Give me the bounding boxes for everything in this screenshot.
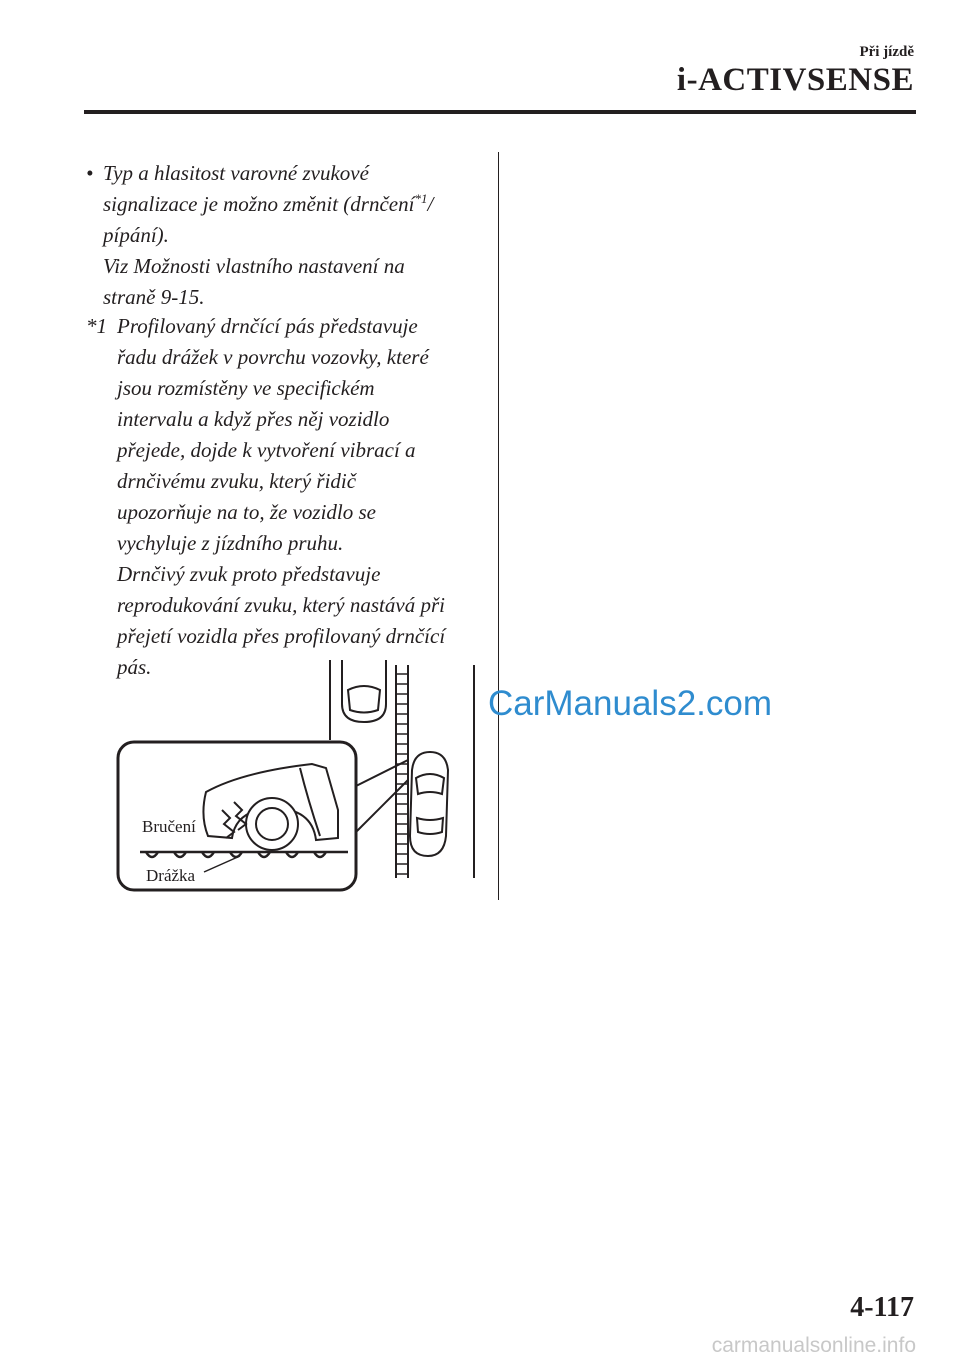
- footer-url[interactable]: carmanualsonline.info: [711, 1334, 916, 1357]
- footnote-line: Drnčivý zvuk proto představuje: [117, 562, 381, 586]
- footnote: [86, 311, 496, 683]
- chapter-title: i-ACTIVSENSE: [676, 62, 914, 98]
- bullet-line-5: straně 9-15.: [103, 285, 205, 309]
- watermark: CarManuals2.com: [488, 684, 772, 723]
- footnote-ref: *1: [414, 191, 428, 206]
- column-divider: [498, 152, 499, 900]
- footnote-line: drnčivému zvuku, který řidič: [117, 469, 357, 493]
- footnote-line: jsou rozmístěny ve specifickém: [117, 376, 375, 400]
- footnote-line: vychyluje z jízdního pruhu.: [117, 531, 344, 555]
- page-number: 4-117: [850, 1292, 914, 1323]
- footnote-line: upozorňuje na to, že vozidlo se: [117, 500, 376, 524]
- bullet-line-4: Viz Možnosti vlastního nastavení na: [103, 254, 405, 278]
- bullet-lines: [103, 158, 486, 313]
- label-groove: Drážka: [146, 866, 196, 885]
- footnote-line: intervalu a když přes něj vozidlo: [117, 407, 390, 431]
- footnote-mark: *1: [86, 314, 107, 338]
- bullet-dot: •: [86, 161, 94, 185]
- bullet-line-3: pípání).: [103, 223, 169, 247]
- footnote-line: řadu drážek v povrchu vozovky, které: [117, 345, 429, 369]
- section-label: Při jízdě: [859, 44, 914, 60]
- rumble-strip-illustration: [112, 660, 482, 900]
- car-drifting: [410, 752, 448, 856]
- bullet-item: [86, 158, 486, 313]
- label-sound: Bručení: [142, 817, 196, 836]
- footnote-line: přejetí vozidla přes profilovaný drnčící: [117, 624, 446, 648]
- rumble-strip: [396, 674, 408, 874]
- bullet-line-1: Typ a hlasitost varovné zvukové: [103, 161, 369, 185]
- footnote-line: pás.: [117, 655, 152, 679]
- footnote-line: Profilovaný drnčící pás představuje: [117, 314, 418, 338]
- car-ahead: [342, 660, 386, 722]
- footnote-line: přejede, dojde k vytvoření vibrací a: [117, 438, 416, 462]
- header-rule: [84, 110, 916, 114]
- footnote-lines: [117, 311, 496, 683]
- footnote-line: reprodukování zvuku, který nastává při: [117, 593, 445, 617]
- bullet-line-2: signalizace je možno změnit (drnčení$^{*1}$/: [103, 191, 434, 216]
